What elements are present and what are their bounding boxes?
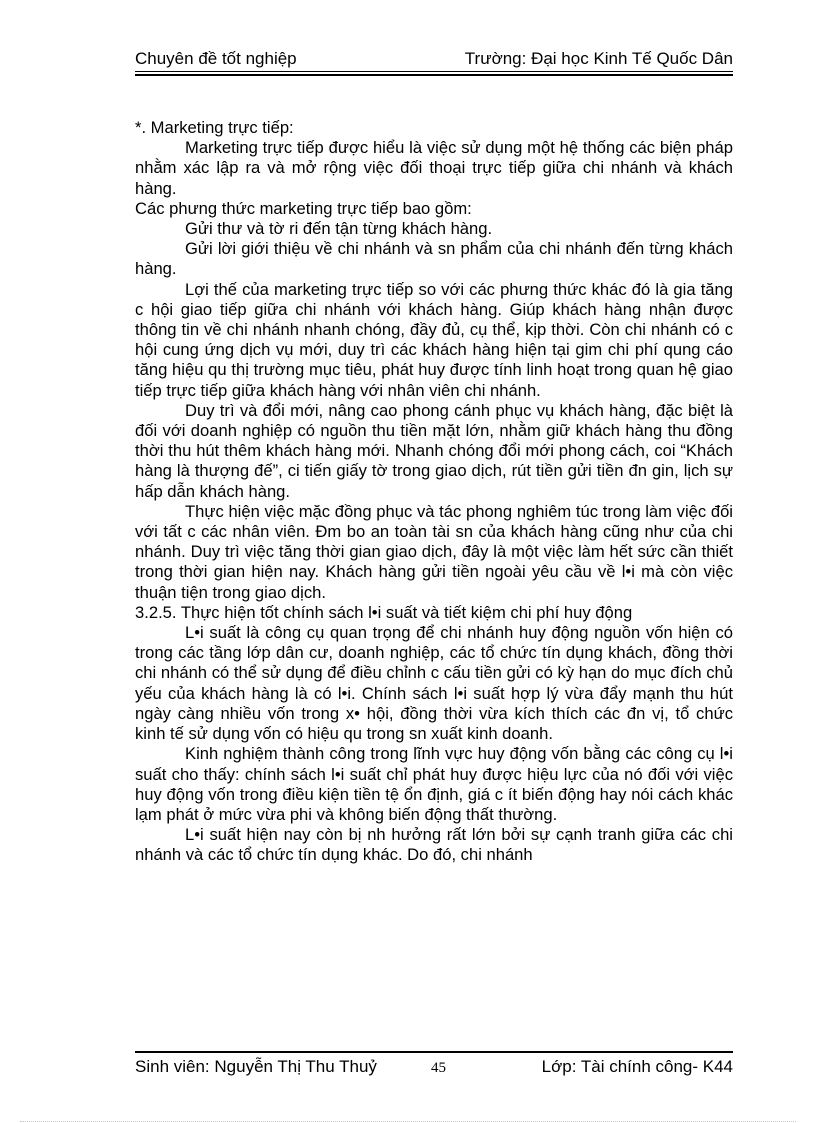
paragraph: Marketing trực tiếp được hiểu là việc sử dụng một hệ thống các biện pháp nhằm xác lập ra và mở rộng việc đối thoại trực tiếp giữa chi nhánh và khách hàng. — [135, 138, 733, 198]
header-divider — [135, 71, 733, 72]
page-edge-dotted-line — [20, 1121, 796, 1122]
footer-divider — [135, 1051, 733, 1053]
page-header — [135, 48, 733, 72]
paragraph: Lợi thế của marketing trực tiếp so với các phưng thức khác đó là gia tăng c hội giao tiếp giữa chi nhánh với khách hàng. Giúp khách hàng nhận được thông tin về chi nhánh nhanh chóng, đầy đủ, cụ thể, kịp thời. Còn chi nhánh có c hội cung ứng dịch vụ mới, duy trì các khách hàng hiện tại gim chi phí qung cáo tăng hiệu qu thị trường mục tiêu, phát huy được tính linh hoạt trong quan hệ giao tiếp trực tiếp giữa khách hàng với nhân viên chi nhánh. — [135, 279, 733, 400]
header-university: Trường: Đại học Kinh Tế Quốc Dân — [464, 49, 733, 68]
header-thesis-title: Chuyên đề tốt nghiệp — [135, 49, 297, 68]
paragraph: *. Marketing trực tiếp: — [135, 118, 294, 137]
paragraph: Gửi lời giới thiệu về chi nhánh và sn phẩm của chi nhánh đến từng khách hàng. — [135, 239, 733, 279]
paragraph: Gửi thư và tờ ri đến tận từng khách hàng. — [185, 219, 493, 239]
paragraph: L•i suất là công cụ quan trọng để chi nhánh huy động nguồn vốn hiện có trong các tầng lớp dân cư, doanh nghiệp, các tổ chức tín dụng khách, đồng thời chi nhánh có thể sử dụng để điều chỉnh c cấu tiền gửi có kỳ hạn do mục đích chủ yếu của khách hàng là có l•i. Chính sách l•i suất hợp lý vừa đẩy mạnh thu hút ngày càng nhiều vốn trong x• hội, đồng thời vừa kích thích các đn vị, tổ chức kinh tế sử dụng vốn có hiệu qu trong sn xuất kinh doanh. — [135, 623, 733, 744]
document-body — [135, 118, 733, 866]
section-heading: 3.2.5. Thực hiện tốt chính sách l•i suất và tiết kiệm chi phí huy động — [135, 602, 633, 622]
footer-student-name: Sinh viên: Nguyễn Thị Thu Thuỷ — [135, 1057, 377, 1076]
paragraph: Các phưng thức marketing trực tiếp bao gồm: — [135, 198, 472, 218]
page-footer — [135, 1056, 733, 1080]
paragraph: Thực hiện việc mặc đồng phục và tác phong nghiêm túc trong làm việc đối với tất c các nhân viên. Đm bo an toàn tài sn của khách hàng cũng như của chi nhánh. Duy trì việc tăng thời gian giao dịch, đây là một việc làm hết sức cần thiết trong thời gian hiện nay. Khách hàng gửi tiền ngoài yêu cầu về l•i mà còn việc thuận tiện trong giao dịch. — [135, 501, 733, 602]
header-divider-thick — [135, 74, 733, 76]
paragraph: Kinh nghiệm thành công trong lĩnh vực huy động vốn bằng các công cụ l•i suất cho thấy: chính sách l•i suất chỉ phát huy được hiệu lực của nó đối với việc huy động vốn trong điều kiện tiền tệ ổn định, giá c ít biến động hay nói cách khác lạm phát ở mức vừa phi và không biến động thất thường. — [135, 744, 733, 824]
paragraph: L•i suất hiện nay còn bị nh hưởng rất lớn bởi sự cạnh tranh giữa các chi nhánh và các tổ chức tín dụng khác. Do đó, chi nhánh — [135, 825, 733, 865]
page-number: 45 — [431, 1060, 446, 1076]
footer-class: Lớp: Tài chính công- K44 — [541, 1057, 733, 1076]
paragraph: Duy trì và đổi mới, nâng cao phong cánh phục vụ khách hàng, đặc biệt là đối với doanh nghiệp có nguồn thu tiền mặt lớn, nhằm giữ khách hàng thu đồng thời thu hút thêm khách hàng mới. Nhanh chóng đổi mới phong cách, coi “Khách hàng là thượng đế”, ci tiến giấy tờ trong giao dịch, rút tiền gửi tiền đn gin, lịch sự hấp dẫn khách hàng. — [135, 400, 733, 501]
